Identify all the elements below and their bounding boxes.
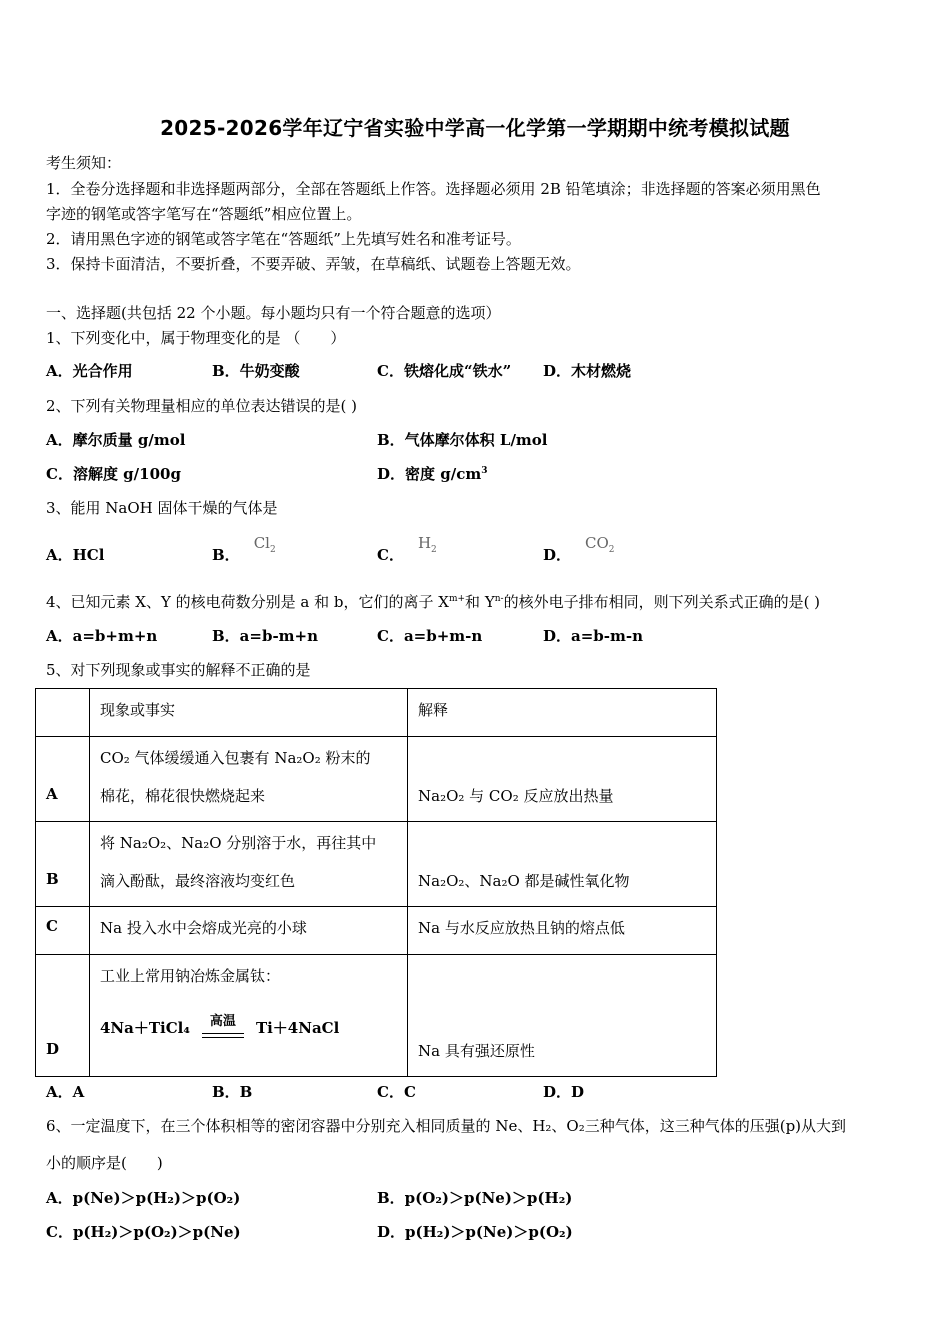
- q2-option-c[interactable]: C．溶解度 g/100g: [46, 465, 181, 483]
- equation-left: 4Na＋TiCl₄: [100, 1019, 190, 1037]
- table-row: [36, 737, 717, 822]
- header-fact-text: 现象或事实: [100, 701, 176, 719]
- header-explain-text: 解释: [418, 701, 449, 719]
- q1-stem: 1、下列变化中，属于物理变化的是 （ ）: [46, 329, 346, 347]
- notice-line-2: 2．请用黑色字迹的钢笔或答字笔在“答题纸”上先填写姓名和准考证号。: [46, 230, 521, 248]
- q3-stem: 3、能用 NaOH 固体干燥的气体是: [46, 499, 278, 517]
- row-a-fact-2: 棉花，棉花很快燃烧起来: [100, 787, 266, 805]
- q3-option-d[interactable]: [543, 534, 615, 567]
- table-header-empty: [36, 689, 90, 737]
- page-title: 2025-2026学年辽宁省实验中学高一化学第一学期期中统考模拟试题: [160, 116, 790, 140]
- notice-line-3: 3．保持卡面清洁，不要折叠，不要弄破、弄皱，在草稿纸、试题卷上答题无效。: [46, 255, 581, 273]
- table-header-fact: [90, 689, 408, 737]
- table-header-explain: [408, 689, 717, 737]
- q4-option-a[interactable]: A．a=b+m+n: [46, 627, 158, 645]
- q3-gas-cl2: $Cl_2$: [253, 534, 276, 555]
- row-b-label: B: [46, 870, 59, 888]
- q5-stem: 5、对下列现象或事实的解释不正确的是: [46, 661, 311, 679]
- q5-option-b[interactable]: B．B: [212, 1083, 253, 1101]
- q1-option-c[interactable]: C．铁熔化成“铁水”: [377, 362, 512, 380]
- q2-option-a[interactable]: A．摩尔质量 g/mol: [46, 431, 186, 449]
- row-c-label: C: [46, 917, 58, 935]
- row-d-label: D: [46, 1040, 60, 1058]
- section-heading: 一、选择题(共包括 22 个小题。每小题均只有一个符合题意的选项）: [46, 304, 501, 322]
- table-row: [36, 955, 717, 1077]
- q6-option-a[interactable]: A．p(Ne)＞p(H₂)＞p(O₂): [46, 1189, 241, 1207]
- equation-condition: 高温: [209, 1014, 236, 1029]
- q3-option-b[interactable]: [212, 534, 276, 567]
- q1-option-a[interactable]: A．光合作用: [46, 362, 133, 380]
- q6-stem-1: 6、一定温度下，在三个体积相等的密闭容器中分别充入相同质量的 Ne、H₂、O₂三种气体，这三种气体的压强(p)从大到: [46, 1117, 847, 1135]
- row-a-label: A: [46, 785, 58, 803]
- q5-table: [35, 688, 717, 1077]
- q5-option-d[interactable]: D．D: [543, 1083, 585, 1101]
- q6-stem-2: 小的顺序是( ): [46, 1154, 163, 1172]
- row-c-fact: Na 投入水中会熔成光亮的小球: [100, 919, 307, 937]
- q2-option-d-text: D．密度 g/cm: [377, 465, 482, 483]
- row-b-fact-1: 将 Na₂O₂、Na₂O 分别溶于水，再往其中: [100, 834, 377, 852]
- row-a-explain: Na₂O₂ 与 CO₂ 反应放出热量: [418, 787, 614, 805]
- q4-option-c[interactable]: C．a=b+m-n: [377, 627, 483, 645]
- q3-option-b-label: B．: [212, 546, 240, 564]
- notice-line-1b: 字迹的钢笔或答字笔写在“答题纸”相应位置上。: [46, 205, 362, 223]
- table-row: [36, 822, 717, 907]
- row-b-explain: Na₂O₂、Na₂O 都是碱性氧化物: [418, 872, 630, 890]
- q3-gas-h2: $H_2$: [417, 534, 437, 555]
- row-a-fact-1: CO₂ 气体缓缓通入包裹有 Na₂O₂ 粉末的: [100, 749, 371, 767]
- q6-option-c[interactable]: C．p(H₂)＞p(O₂)＞p(Ne): [46, 1223, 241, 1241]
- q4-stem: 4、已知元素 X、Y 的核电荷数分别是 a 和 b，它们的离子 $X^{m+}$和 $Y^{n-}$的核外电子排布相同，则下列关系式正确的是( ): [46, 593, 821, 611]
- q4-option-d[interactable]: D．a=b-m-n: [543, 627, 644, 645]
- q2-option-d-sup: 3: [481, 466, 488, 476]
- q3-option-c[interactable]: [377, 534, 437, 567]
- q2-option-b[interactable]: B．气体摩尔体积 L/mol: [377, 431, 548, 449]
- row-d-equation: [90, 986, 407, 1042]
- q3-option-c-label: C．: [377, 546, 404, 564]
- table-row: [36, 907, 717, 955]
- row-d-fact-1: 工业上常用钠冶炼金属钛：: [100, 967, 281, 985]
- q5-option-c[interactable]: C．C: [377, 1083, 416, 1101]
- q2-stem: 2、下列有关物理量相应的单位表达错误的是( ): [46, 397, 358, 415]
- condition-arrow: [200, 1016, 246, 1042]
- q3-gas-co2: $CO_2$: [585, 534, 615, 555]
- q6-option-b[interactable]: B．p(O₂)＞p(Ne)＞p(H₂): [377, 1189, 573, 1207]
- q1-option-b[interactable]: B．牛奶变酸: [212, 362, 300, 380]
- equation-right: Ti＋4NaCl: [255, 1019, 340, 1037]
- notice-heading: 考生须知：: [46, 154, 122, 172]
- q1-option-d[interactable]: D．木材燃烧: [543, 362, 632, 380]
- q2-option-d[interactable]: [377, 463, 487, 484]
- q5-option-a[interactable]: A．A: [46, 1083, 85, 1101]
- q3-option-d-label: D．: [543, 546, 572, 564]
- row-d-explain: Na 具有强还原性: [418, 1042, 535, 1060]
- q3-option-a[interactable]: A．HCl: [46, 546, 105, 564]
- notice-line-1a: 1．全卷分选择题和非选择题两部分，全部在答题纸上作答。选择题必须用 2B 铅笔填涂；非选择题的答案必须用黑色: [46, 180, 821, 198]
- row-c-explain: Na 与水反应放热且钠的熔点低: [418, 919, 625, 937]
- row-b-fact-2: 滴入酚酞，最终溶液均变红色: [100, 872, 296, 890]
- q4-option-b[interactable]: B．a=b-m+n: [212, 627, 319, 645]
- q6-option-d[interactable]: D．p(H₂)＞p(Ne)＞p(O₂): [377, 1223, 573, 1241]
